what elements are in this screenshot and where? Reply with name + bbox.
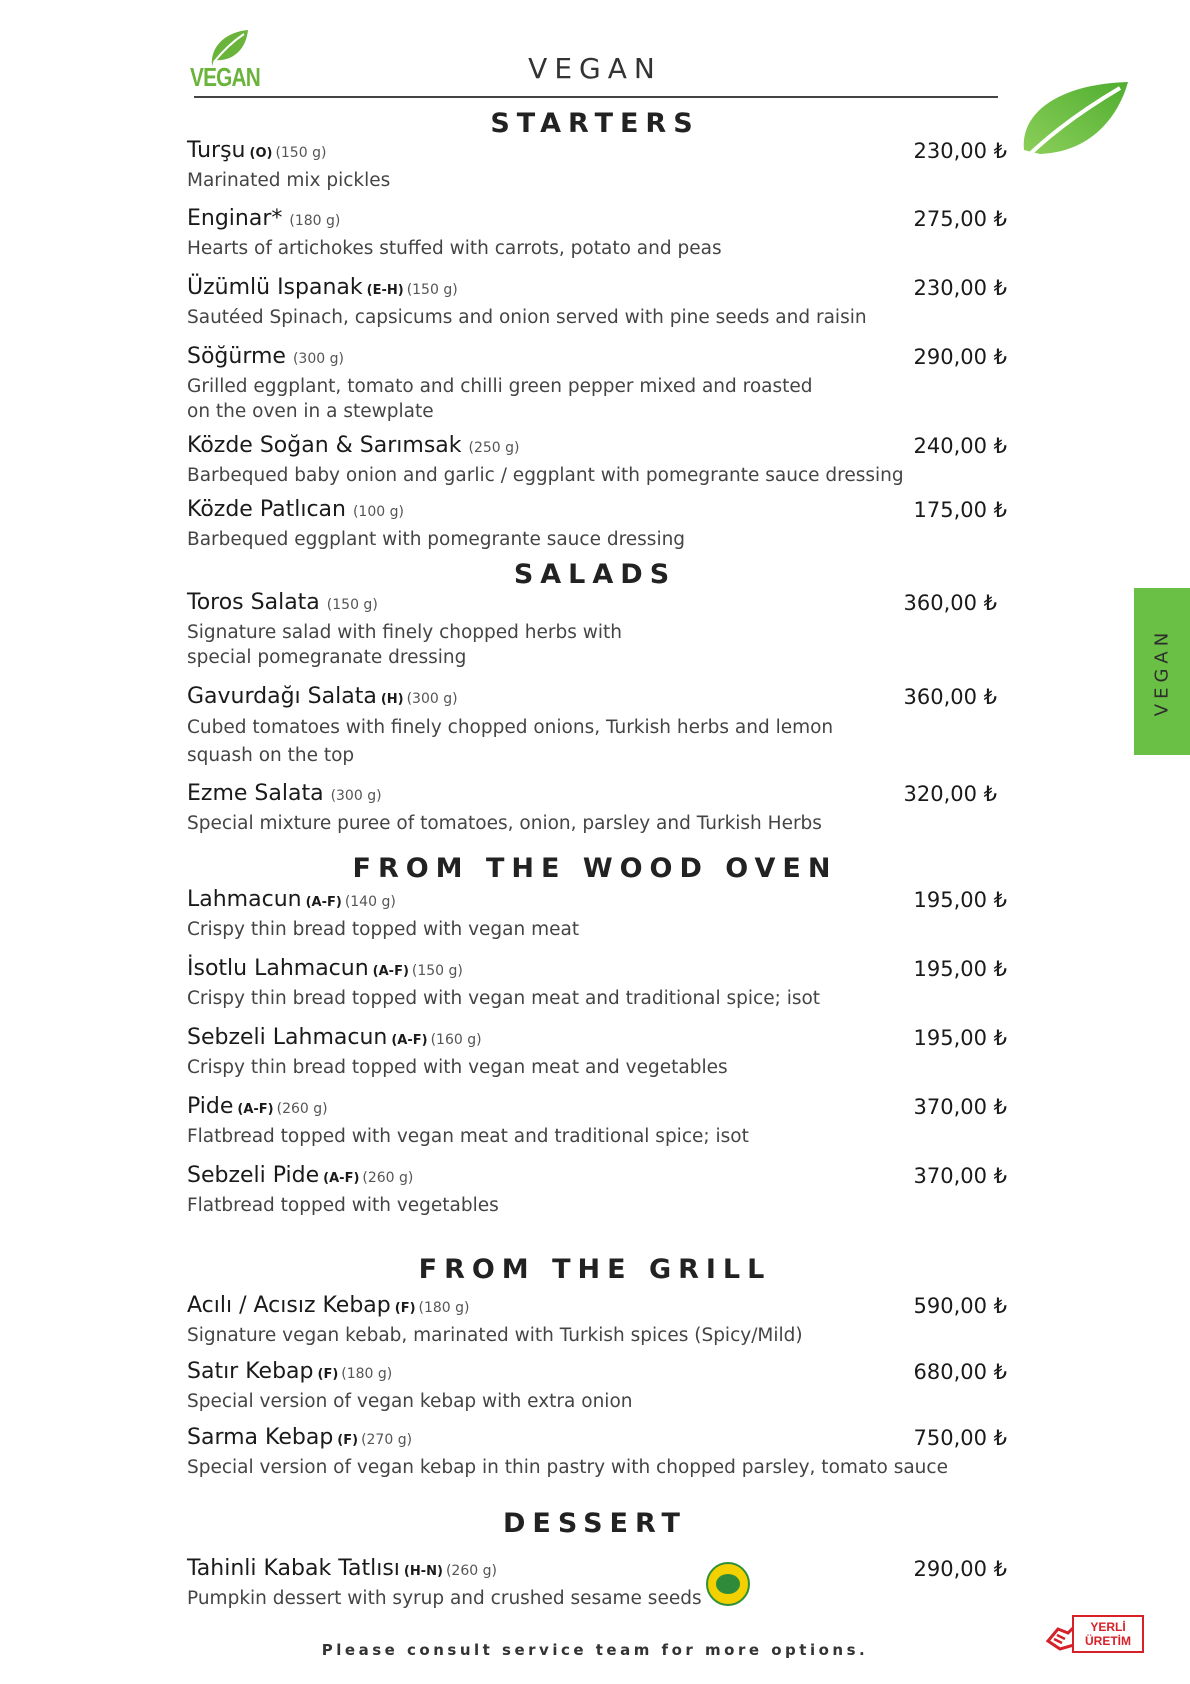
section-title-starters: STARTERS	[490, 108, 700, 139]
item-price: 195,00 ₺	[913, 888, 1007, 912]
menu-item	[187, 343, 1007, 424]
item-price: 240,00 ₺	[913, 434, 1007, 458]
item-weight: (160 g)	[430, 1032, 482, 1048]
section-title-salads: SALADS	[513, 559, 677, 590]
yerli-logo-text: YERLİ ÜRETİM	[1085, 1620, 1131, 1648]
item-price: 360,00 ₺	[903, 685, 997, 709]
item-weight: (260 g)	[362, 1170, 414, 1186]
menu-item	[187, 274, 1007, 330]
item-allergen: (F)	[317, 1367, 339, 1382]
menu-item	[187, 683, 1007, 770]
geographical-indication-seal-icon	[706, 1562, 750, 1606]
menu-item	[187, 589, 1007, 670]
item-price: 230,00 ₺	[913, 139, 1007, 163]
item-weight: (300 g)	[330, 788, 382, 804]
item-description: Pumpkin dessert with syrup and crushed sesame seeds	[187, 1588, 702, 1609]
menu-item	[187, 496, 1007, 552]
item-description: Marinated mix pickles	[187, 170, 391, 191]
item-description: Signature salad with finely chopped herbs with special pomegranate dressing	[187, 622, 622, 668]
item-description: Crispy thin bread topped with vegan meat	[187, 919, 580, 940]
item-weight: (140 g)	[344, 894, 396, 910]
item-name: Sebzeli Lahmacun	[187, 1025, 388, 1050]
item-description: Flatbread topped with vegan meat and traditional spice; isot	[187, 1126, 749, 1147]
item-name: Gavurdağı Salata	[187, 684, 377, 709]
item-allergen: (H-N)	[403, 1564, 443, 1579]
menu-item	[187, 137, 1007, 193]
item-name: Söğürme	[187, 344, 286, 369]
menu-item	[187, 886, 1007, 942]
item-weight: (270 g)	[361, 1432, 413, 1448]
item-name: Lahmacun	[187, 887, 302, 912]
item-description: Cubed tomatoes with finely chopped onions, Turkish herbs and lemon squash on the top	[187, 717, 834, 766]
item-allergen: (A-F)	[237, 1102, 274, 1117]
menu-item	[187, 205, 1007, 261]
item-weight: (150 g)	[411, 963, 463, 979]
item-name: Tahinli Kabak Tatlısı	[187, 1556, 400, 1581]
item-description: Sautéed Spinach, capsicums and onion served with pine seeds and raisin	[187, 307, 867, 328]
item-description: Special version of vegan kebap with extra onion	[187, 1391, 633, 1412]
item-description: Barbequed baby onion and garlic / eggplant with pomegrante sauce dressing	[187, 465, 904, 486]
item-weight: (180 g)	[289, 213, 341, 229]
item-price: 320,00 ₺	[903, 782, 997, 806]
item-name: Turşu	[187, 138, 246, 163]
item-name: Sarma Kebap	[187, 1425, 334, 1450]
item-allergen: (F)	[337, 1433, 359, 1448]
item-weight: (300 g)	[406, 691, 458, 707]
item-price: 360,00 ₺	[903, 591, 997, 615]
menu-item	[187, 1358, 1007, 1414]
item-name: İsotlu Lahmacun	[187, 956, 369, 981]
item-weight: (150 g)	[406, 282, 458, 298]
item-name: Sebzeli Pide	[187, 1163, 320, 1188]
item-description: Special mixture puree of tomatoes, onion, parsley and Turkish Herbs	[187, 813, 822, 834]
item-weight: (180 g)	[341, 1366, 393, 1382]
item-price: 680,00 ₺	[913, 1360, 1007, 1384]
menu-item	[187, 1093, 1007, 1149]
item-weight: (250 g)	[468, 440, 520, 456]
item-price: 590,00 ₺	[913, 1294, 1007, 1318]
menu-item	[187, 955, 1007, 1011]
item-description: Crispy thin bread topped with vegan meat and traditional spice; isot	[187, 988, 821, 1009]
item-allergen: (E-H)	[366, 283, 404, 298]
item-name: Közde Soğan & Sarımsak	[187, 433, 462, 458]
menu-item	[187, 1555, 1007, 1611]
item-allergen: (F)	[394, 1301, 416, 1316]
menu-item	[187, 1024, 1007, 1080]
item-price: 275,00 ₺	[913, 207, 1007, 231]
item-name: Toros Salata	[187, 590, 320, 615]
item-description: Hearts of artichokes stuffed with carrots, potato and peas	[187, 238, 722, 259]
item-description: Flatbread topped with vegetables	[187, 1195, 499, 1216]
item-weight: (150 g)	[275, 145, 327, 161]
item-name: Satır Kebap	[187, 1359, 314, 1384]
item-price: 750,00 ₺	[913, 1426, 1007, 1450]
item-weight: (150 g)	[326, 597, 378, 613]
item-allergen: (H)	[380, 692, 404, 707]
yerli-uretim-logo	[1046, 1615, 1146, 1655]
page-title: VEGAN	[528, 52, 662, 85]
item-name: Acılı / Acısız Kebap	[187, 1293, 391, 1318]
item-name: Enginar*	[187, 206, 283, 231]
item-name: Pide	[187, 1094, 234, 1119]
item-price: 195,00 ₺	[913, 1026, 1007, 1050]
section-title-wood-oven: FROM THE WOOD OVEN	[352, 853, 838, 884]
vegan-side-tab[interactable]	[1134, 588, 1190, 755]
item-description: Grilled eggplant, tomato and chilli green pepper mixed and roasted on the oven in a stewplate	[187, 376, 813, 422]
menu-item	[187, 780, 1007, 836]
item-price: 175,00 ₺	[913, 498, 1007, 522]
item-description: Special version of vegan kebap in thin pastry with chopped parsley, tomato sauce	[187, 1457, 948, 1478]
item-allergen: (A-F)	[323, 1171, 360, 1186]
item-price: 370,00 ₺	[913, 1164, 1007, 1188]
item-description: Barbequed eggplant with pomegrante sauce dressing	[187, 529, 686, 550]
item-weight: (180 g)	[418, 1300, 470, 1316]
item-name: Ezme Salata	[187, 781, 324, 806]
title-divider	[194, 96, 998, 98]
section-title-grill: FROM THE GRILL	[418, 1254, 772, 1285]
item-description: Signature vegan kebab, marinated with Turkish spices (Spicy/Mild)	[187, 1325, 803, 1346]
menu-item	[187, 1424, 1007, 1480]
item-weight: (260 g)	[276, 1101, 328, 1117]
footer-note: Please consult service team for more options.	[321, 1641, 869, 1659]
menu-item	[187, 1292, 1007, 1348]
item-weight: (100 g)	[352, 504, 404, 520]
section-title-dessert: DESSERT	[503, 1508, 687, 1539]
menu-item	[187, 432, 1007, 488]
item-allergen: (O)	[249, 146, 273, 161]
item-weight: (300 g)	[292, 351, 344, 367]
item-price: 230,00 ₺	[913, 276, 1007, 300]
item-allergen: (A-F)	[391, 1033, 428, 1048]
side-tab-label: VEGAN	[1151, 627, 1173, 716]
vegan-logo-text: VEGAN	[190, 62, 260, 92]
item-price: 290,00 ₺	[913, 345, 1007, 369]
item-allergen: (A-F)	[372, 964, 409, 979]
item-price: 290,00 ₺	[913, 1557, 1007, 1581]
item-price: 195,00 ₺	[913, 957, 1007, 981]
item-allergen: (A-F)	[305, 895, 342, 910]
menu-item	[187, 1162, 1007, 1218]
item-price: 370,00 ₺	[913, 1095, 1007, 1119]
item-name: Közde Patlıcan	[187, 497, 346, 522]
item-weight: (260 g)	[445, 1563, 497, 1579]
item-name: Üzümlü Ispanak	[187, 275, 363, 300]
item-description: Crispy thin bread topped with vegan meat and vegetables	[187, 1057, 728, 1078]
